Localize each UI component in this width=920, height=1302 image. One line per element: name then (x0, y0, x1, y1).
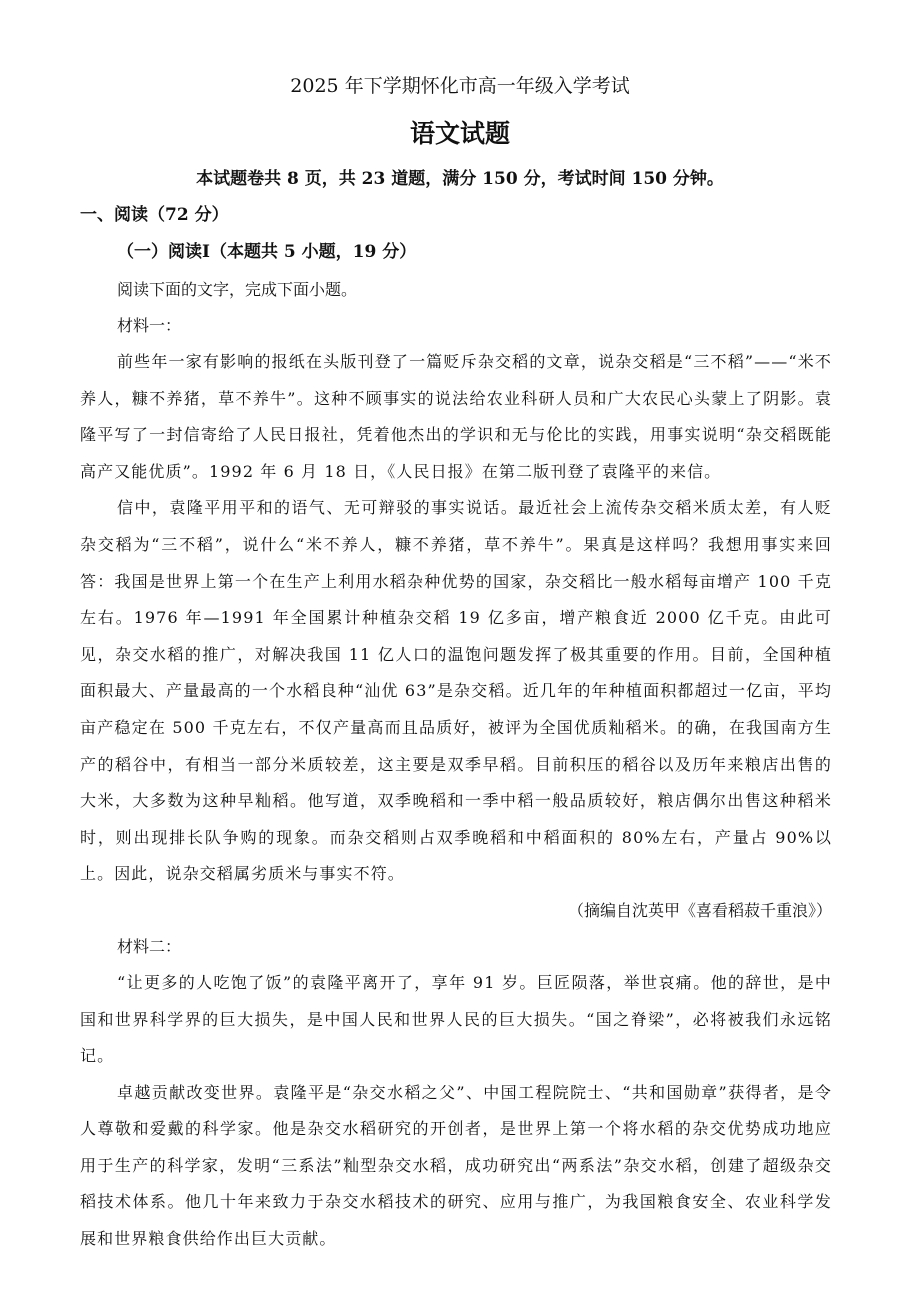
material-two-label: 材料二： (117, 936, 182, 956)
subsection-heading: （一）阅读Ⅰ（本题共 5 小题，19 分） (117, 242, 417, 262)
material-two-paragraph: 卓越贡献改变世界。袁隆平是“杂交水稻之父”、中国工程院院士、“共和国勋章”获得者，是令人尊敬和爱戴的科学家。他是杂交水稻研究的开创者，是世界上第一个将水稻的杂交优势成功地应用于生产的科学家，发明“三系法”籼型杂交水稻，成功研究出“两系法”杂交水稻，创建了超级杂交稻技术体系。他几十年来致力于杂交水稻技术的研究、应用与推广，为我国粮食安全、农业科学发展和世界粮食供给作出巨大贡献。 (80, 1082, 832, 1249)
exam-title: 2025 年下学期怀化市高一年级入学考试 (290, 75, 630, 97)
material-one-paragraph: 前些年一家有影响的报纸在头版刊登了一篇贬斥杂交稻的文章，说杂交稻是“三不稻”——“米不养人，糠不养猪，草不养牛”。这种不顾事实的说法给农业科研人员和广大农民心头蒙上了阴影。袁隆平写了一封信寄给了人民日报社，凭着他杰出的学识和无与伦比的实践，用事实说明“杂交稻既能高产又能优质”。1992 年 6 月 18 日，《人民日报》在第二版刊登了袁隆平的来信。 (80, 352, 832, 481)
section-heading: 一、阅读（72 分） (80, 205, 229, 225)
material-one-source: （摘编自沈英甲《喜看稻菽千重浪》） (567, 900, 832, 920)
reading-text (80, 272, 832, 1258)
material-one-label: 材料一： (117, 316, 182, 335)
exam-info: 本试题卷共 8 页，共 23 道题，满分 150 分，考试时间 150 分钟。 (196, 169, 724, 189)
material-two-paragraph: “让更多的人吃饱了饭”的袁隆平离开了，享年 91 岁。巨匠陨落，举世哀痛。他的辞世，是中国和世界科学界的巨大损失，是中国人民和世界人民的巨大损失。“国之脊梁”，必将被我们永远铭记。 (80, 972, 832, 1066)
instruction: 阅读下面的文字，完成下面小题。 (117, 280, 358, 299)
subject-title: 语文试题 (409, 119, 510, 148)
material-one-paragraph: 信中，袁隆平用平和的语气、无可辩驳的事实说话。最近社会上流传杂交稻米质太差，有人贬杂交稻为“三不稻”，说什么“米不养人，糠不养猪，草不养牛”。果真是这样吗？我想用事实来回答：我国是世界上第一个在生产上利用水稻杂种优势的国家，杂交稻比一般水稻每亩增产 100 千克左右。1976 年—1991 年全国累计种植杂交稻 19 亿多亩，增产粮食近 2000 亿千克。由此可见，杂交水稻的推广，对解决我国 11 亿人口的温饱问题发挥了极其重要的作用。目前，全国种植面积最大、产量最高的一个水稻良种“汕优 63”是杂交稻。近几年的年种植面积都超过一亿亩，平均亩产稳定在 500 千克左右，不仅产量高而且品质好，被评为全国优质籼稻米。的确，在我国南方生产的稻谷中，有相当一部分米质较差，这主要是双季早稻。目前积压的稻谷以及历年来粮店出售的大米，大多数为这种早籼稻。他写道，双季晚稻和一季中稻一般品质较好，粮店偶尔出售这种稻米时，则出现排长队争购的现象。而杂交稻则占双季晚稻和中稻面积的 80%左右，产量占 90%以上。因此，说杂交稻属劣质米与事实不符。 (80, 498, 832, 884)
